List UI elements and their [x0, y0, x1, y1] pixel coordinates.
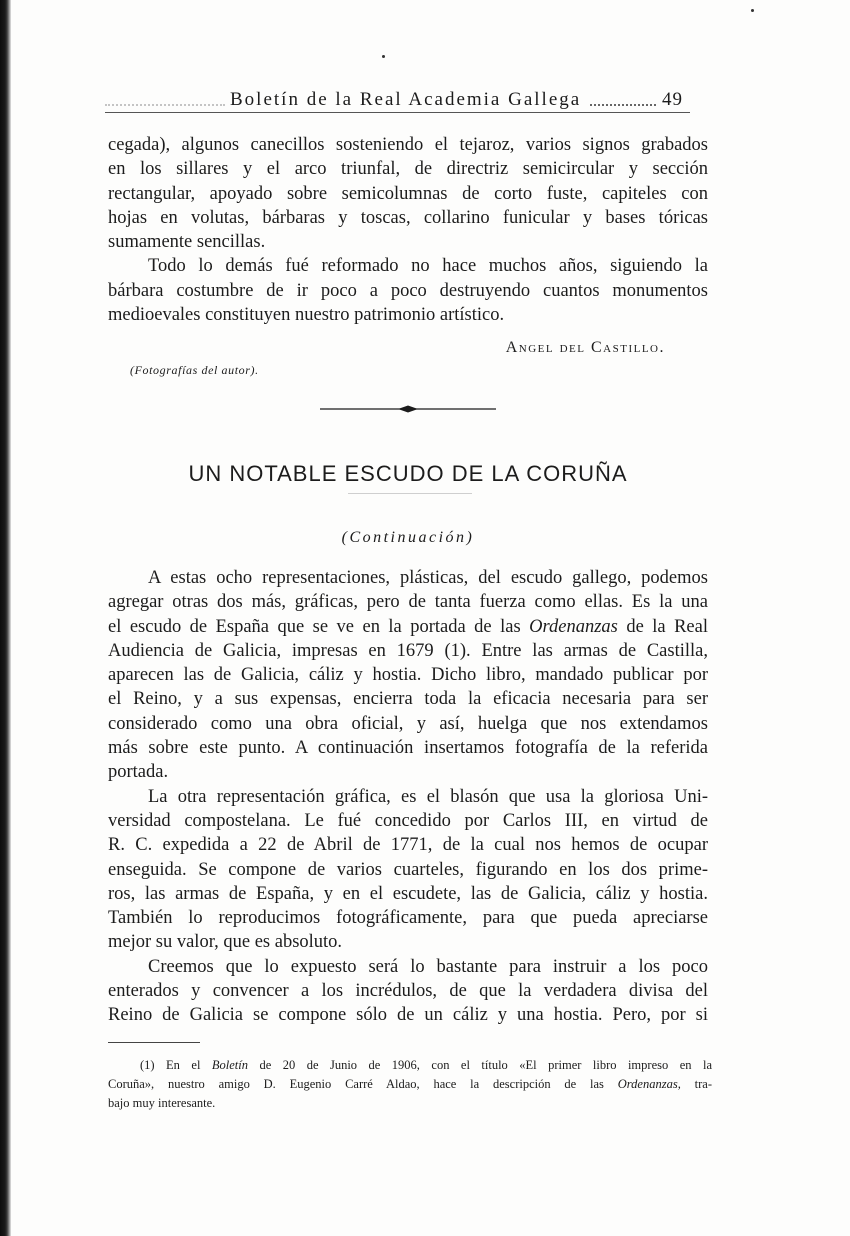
- author-signature: Angel del Castillo.: [505, 339, 665, 356]
- photo-credit: (Fotografías del autor).: [130, 363, 259, 377]
- text-line: mejor su valor, que es absoluto.: [108, 932, 343, 953]
- text-line: A estas ocho representaciones, plásticas, del escudo gallego, podemos: [148, 568, 708, 588]
- scan-binding-edge: [0, 0, 11, 1236]
- text-line: enseguida. Se compone de varios cuarteles, figurando en los dos prime-: [108, 859, 708, 880]
- text-line: bárbara costumbre de ir poco a poco destruyendo cuantos monumentos: [108, 280, 708, 301]
- text-line: También lo reproducimos fotográficamente, para que pueda apreciarse: [108, 908, 708, 929]
- text-line: [108, 1056, 712, 1075]
- text-line: considerado como una obra oficial, y así, huelga que nos extendamos: [108, 713, 708, 734]
- italic-text: Ordenanzas: [529, 616, 618, 637]
- diamond-ornament-icon: [398, 406, 418, 413]
- text-line: medioevales constituyen nuestro patrimonio artístico.: [108, 305, 505, 326]
- text-line: Todo lo demás fué reformado no hace muchos años, siguiendo la: [148, 256, 708, 277]
- text-segment: (1) En el: [140, 1058, 212, 1072]
- article-subtitle: (Continuación): [341, 529, 475, 546]
- text-line: [108, 1075, 712, 1094]
- footnote: [108, 1056, 712, 1113]
- text-line: enterados y convencer a los incrédulos, de que la verdadera divisa del: [108, 981, 708, 1002]
- italic-text: Boletín: [211, 1058, 248, 1072]
- text-segment: tra-: [680, 1077, 712, 1091]
- ornamental-divider: [318, 401, 498, 417]
- page-number: 49: [662, 89, 683, 110]
- header-rule: [105, 112, 690, 113]
- article-title: UN NOTABLE ESCUDO DE LA CORUÑA: [188, 461, 628, 486]
- paragraph: [108, 254, 708, 327]
- text-line: Creemos que lo expuesto será lo bastante para instruir a los poco: [148, 956, 708, 977]
- text-line: el Reino, y a sus expensas, encierra toda la eficacia necesaria para ser: [108, 689, 708, 710]
- text-line: agregar otras dos más, gráficas, pero de tanta fuerza como ellas. Es la una: [108, 592, 708, 613]
- text-line: sumamente sencillas.: [108, 232, 266, 253]
- text-segment: Coruña», nuestro amigo D. Eugenio Carré Aldao, hace la descripción de las: [108, 1077, 618, 1091]
- text-line: cegada), algunos canecillos sosteniendo el tejaroz, varios signos grabados: [108, 135, 708, 155]
- title-rule: [348, 493, 472, 494]
- article-body: [108, 566, 708, 1028]
- italic-text: Ordenanzas,: [617, 1077, 681, 1091]
- text-line: versidad compostelana. Le fué concedido por Carlos III, en virtud de: [108, 810, 708, 831]
- paragraph: [108, 955, 708, 1028]
- text-line: más sobre este punto. A continuación insertamos fotografía de la referida: [108, 738, 708, 759]
- text-line: Reino de Galicia se compone sólo de un cáliz y una hostia. Pero, por si: [108, 1005, 708, 1026]
- dot-leader: [590, 104, 656, 106]
- footnote-paragraph: [108, 1056, 712, 1113]
- previous-article-text: [108, 133, 708, 327]
- text-line: en los sillares y el arco triunfal, de directriz semicircular y sección: [108, 159, 708, 180]
- paragraph: [108, 566, 708, 785]
- text-line: bajo muy interesante.: [108, 1096, 216, 1110]
- dot-leader: [105, 104, 225, 106]
- text-line: hojas en volutas, bárbaras y toscas, collarino funicular y bases tóricas: [108, 207, 708, 228]
- text-line: Audiencia de Galicia, impresas en 1679 (1). Entre las armas de Castilla,: [108, 640, 708, 661]
- text-line: portada.: [108, 762, 169, 783]
- text-segment: de la Real: [617, 616, 708, 637]
- text-line: R. C. expedida a 22 de Abril de 1771, de la cual nos hemos de ocupar: [108, 835, 708, 856]
- text-line: ros, las armas de España, y en el escudete, las de Galicia, cáliz y hostia.: [108, 883, 708, 904]
- paragraph: [108, 785, 708, 955]
- text-line: aparecen las de Galicia, cáliz y hostia. Dicho libro, mandado publicar por: [108, 665, 708, 686]
- paragraph: [108, 133, 708, 254]
- scan-speck: [751, 9, 754, 12]
- text-line: La otra representación gráfica, es el blasón que usa la gloriosa Uni-: [148, 786, 708, 807]
- scan-speck: [382, 55, 385, 58]
- journal-title: Boletín de la Real Academia Gallega: [230, 89, 582, 110]
- text-segment: de 20 de Junio de 1906, con el título «El primer libro impreso en la: [248, 1058, 712, 1072]
- footnote-rule: [108, 1042, 200, 1043]
- text-segment: el escudo de España que se ve en la portada de las: [108, 616, 530, 637]
- text-line: rectangular, apoyado sobre semicolumnas de corto fuste, capiteles con: [108, 183, 708, 204]
- text-line: [108, 615, 708, 639]
